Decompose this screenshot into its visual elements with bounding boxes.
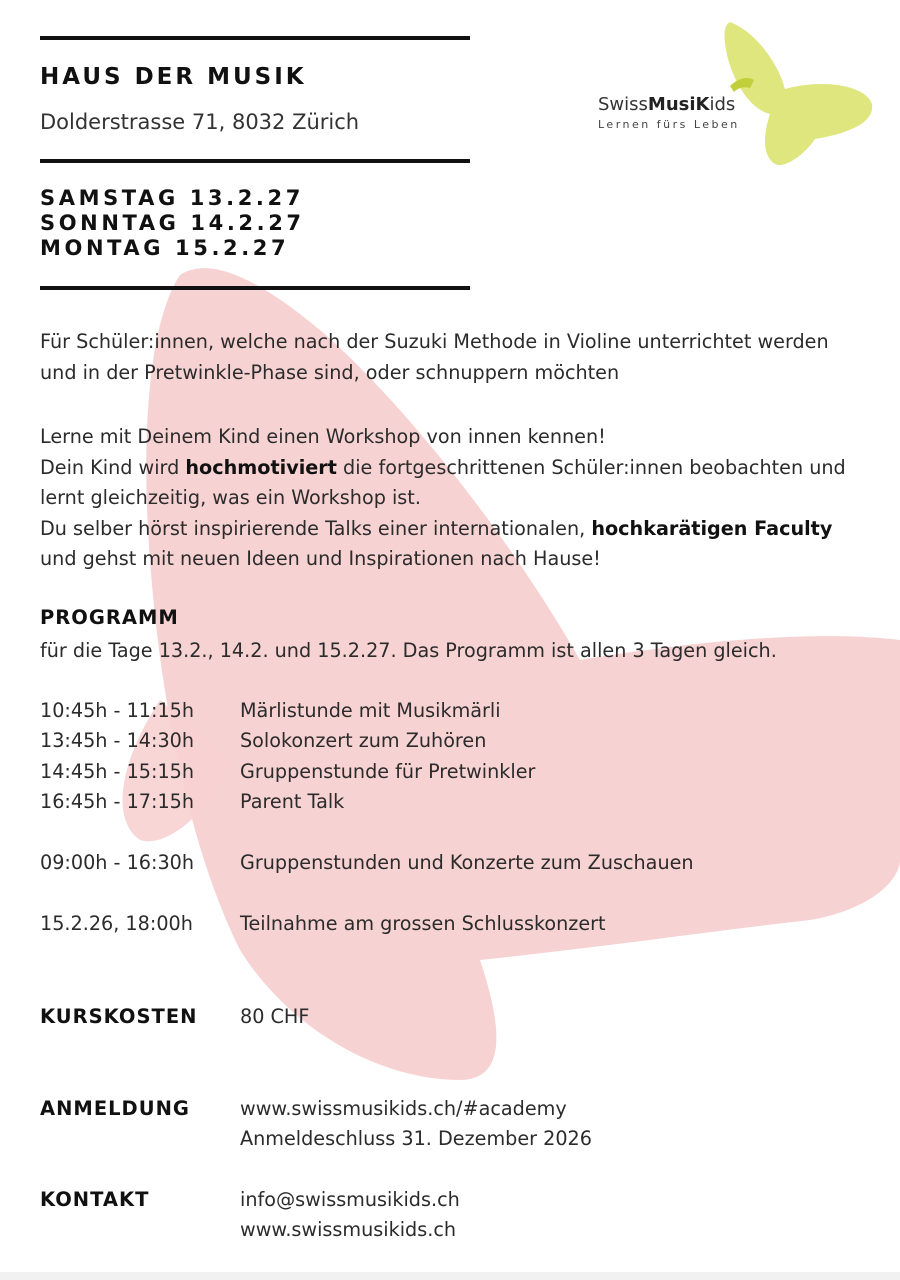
anmeldung-deadline: Anmeldeschluss 31. Dezember 2026: [240, 1127, 592, 1150]
top-divider: [40, 36, 470, 40]
programm-title: PROGRAMM: [40, 606, 179, 629]
intro-text: Für Schüler:innen, welche nach der Suzuki Methode in Violine unterrichtet werden und in der Pretwinkle-Phase sind, oder schnuppern möchten: [40, 330, 829, 384]
swissmusikids-logo: [590, 14, 880, 174]
anmeldung-link[interactable]: www.swissmusikids.ch/#academy: [240, 1097, 567, 1120]
schedule-item: Parent Talk: [240, 790, 345, 813]
kontakt-label: KONTAKT: [40, 1188, 150, 1211]
venue-divider: [40, 159, 470, 163]
schedule-time: 15.2.26, 18:00h: [40, 912, 193, 935]
schedule-item: Solokonzert zum Zuhören: [240, 729, 487, 752]
date-saturday: SAMSTAG 13.2.27: [40, 186, 304, 210]
kurskosten-label: KURSKOSTEN: [40, 1005, 198, 1028]
kontakt-email-link[interactable]: info@swissmusikids.ch: [240, 1188, 460, 1211]
schedule-item: Gruppenstunde für Pretwinkler: [240, 760, 536, 783]
kurskosten-value: 80 CHF: [240, 1005, 310, 1028]
dates-divider: [40, 286, 470, 290]
schedule-item: Märlistunde mit Musikmärli: [240, 699, 501, 722]
kontakt-web-link[interactable]: www.swissmusikids.ch: [240, 1218, 457, 1241]
page-bottom-edge: [0, 1272, 900, 1280]
description-text: Lerne mit Deinem Kind einen Workshop von innen kennen! Dein Kind wird hochmotiviert die fortgeschrittenen Schüler:innen beobachten und lernt gleichzeitig, was ein Workshop ist. Du selber hörst inspirierende Talks einer internationalen, hochkarätigen Faculty und gehst mit neuen Ideen und Inspirationen nach Hause!: [40, 425, 846, 570]
programm-subtitle: für die Tage 13.2., 14.2. und 15.2.27. Das Programm ist allen 3 Tagen gleich.: [40, 639, 777, 662]
venue-name: HAUS DER MUSIK: [40, 64, 307, 90]
schedule-time: 16:45h - 17:15h: [40, 790, 195, 813]
schedule-time: 13:45h - 14:30h: [40, 729, 195, 752]
date-sunday: SONNTAG 14.2.27: [40, 211, 305, 235]
logo-wordmark: SwissMusiKids: [598, 94, 736, 115]
logo-tagline: Lernen fürs Leben: [598, 118, 740, 131]
date-monday: MONTAG 15.2.27: [40, 236, 290, 260]
schedule-item: Gruppenstunden und Konzerte zum Zuschauen: [240, 851, 694, 874]
schedule-time: 14:45h - 15:15h: [40, 760, 195, 783]
schedule-time: 10:45h - 11:15h: [40, 699, 195, 722]
venue-address: Dolderstrasse 71, 8032 Zürich: [40, 110, 360, 134]
schedule-time: 09:00h - 16:30h: [40, 851, 195, 874]
anmeldung-label: ANMELDUNG: [40, 1097, 190, 1120]
event-dates: [40, 186, 305, 261]
schedule-item: Teilnahme am grossen Schlusskonzert: [240, 912, 606, 935]
